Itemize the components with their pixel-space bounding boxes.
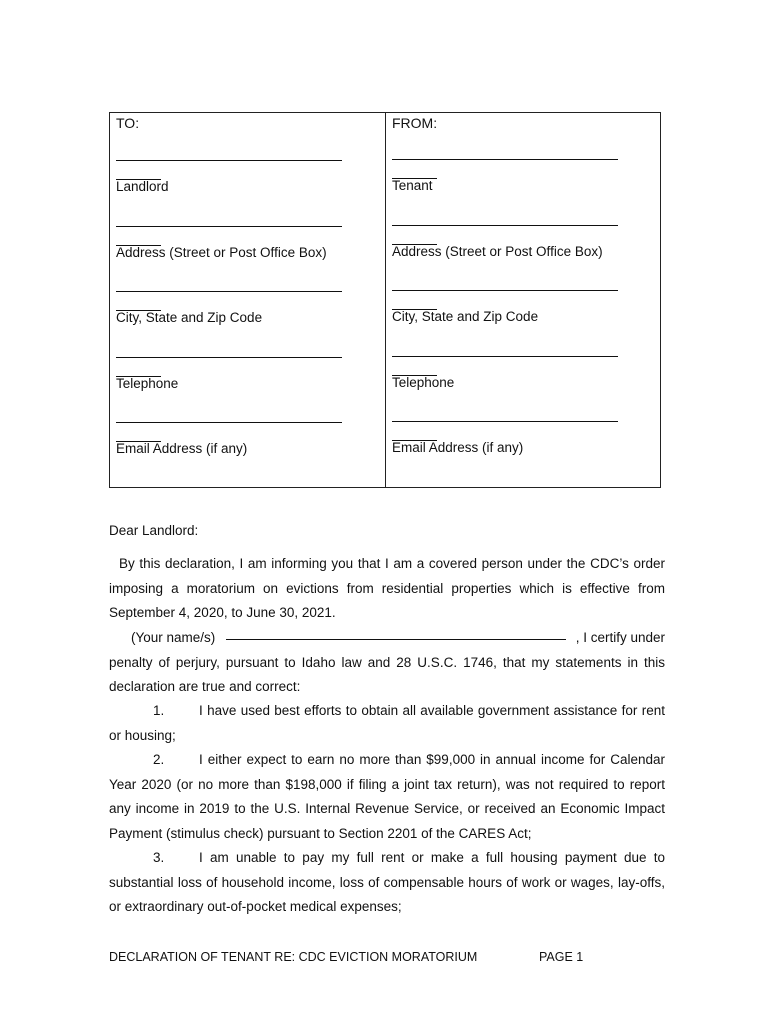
landlord-telephone-line	[116, 357, 342, 358]
item-number: 3.	[153, 850, 165, 865]
landlord-label: Landlord	[116, 179, 169, 194]
tenant-address-line	[392, 225, 618, 226]
tenant-telephone-line	[392, 356, 618, 357]
tenant-label: Tenant	[392, 178, 433, 193]
landlord-email-line	[116, 422, 342, 423]
your-names-label: (Your name/s)	[131, 630, 216, 645]
certify-suffix: , I certify under	[575, 630, 665, 645]
landlord-city-label: City, State and Zip Code	[116, 310, 263, 325]
tenant-field[interactable]	[392, 159, 622, 219]
tenant-email-field[interactable]	[392, 421, 622, 481]
item-text: I either expect to earn no more than $99,000 in annual income for Calendar Year 2020 (or no more than $198,000 if filing a joint tax return), was not required to report any income in 2019 to the U.S. Internal Revenue Service, or received an Economic Impact Payment (stimulus check) pursuant to Section 2201 of the CARES Act;	[109, 752, 665, 841]
certification-first-line	[109, 626, 665, 651]
tenant-city-label: City, State and Zip Code	[392, 309, 539, 324]
to-column	[110, 113, 386, 487]
landlord-address-line	[116, 226, 342, 227]
landlord-email-field[interactable]	[116, 422, 346, 482]
tenant-city-field[interactable]	[392, 290, 622, 350]
from-header: FROM:	[392, 115, 438, 131]
item-text: I have used best efforts to obtain all available government assistance for rent or housing;	[109, 703, 665, 743]
address-table	[109, 112, 661, 488]
tenant-city-line	[392, 290, 618, 291]
greeting: Dear Landlord:	[109, 523, 199, 538]
tenant-email-label: Email Address (if any)	[392, 440, 524, 455]
tenant-email-line	[392, 421, 618, 422]
landlord-email-label: Email Address (if any)	[116, 441, 248, 456]
landlord-address-field[interactable]	[116, 226, 346, 286]
tenant-telephone-field[interactable]	[392, 356, 622, 416]
tenant-address-field[interactable]	[392, 225, 622, 285]
tenant-line	[392, 159, 618, 160]
tenant-telephone-label: Telephone	[392, 375, 455, 390]
page-number: PAGE 1	[539, 950, 584, 964]
item-number: 2.	[153, 752, 165, 767]
landlord-field[interactable]	[116, 160, 346, 220]
list-item	[109, 748, 665, 846]
landlord-address-label: Address (Street or Post Office Box)	[116, 245, 327, 260]
landlord-city-line	[116, 291, 342, 292]
landlord-line	[116, 160, 342, 161]
paragraph-intro: By this declaration, I am informing you that I am a covered person under the CDC’s order imposing a moratorium on evictions from residential properties which is effective from September 4, 2020, to June 30, 2021.	[109, 556, 665, 620]
landlord-telephone-label: Telephone	[116, 376, 179, 391]
landlord-city-field[interactable]	[116, 291, 346, 351]
to-header: TO:	[116, 115, 140, 131]
landlord-telephone-field[interactable]	[116, 357, 346, 417]
certification-rest: penalty of perjury, pursuant to Idaho law and 28 U.S.C. 1746, that my statements in this declaration are true and correct:	[109, 654, 665, 694]
from-column	[386, 113, 660, 487]
certification-paragraph	[109, 626, 665, 700]
list-item	[109, 846, 665, 920]
item-text: I am unable to pay my full rent or make a full housing payment due to substantial loss of household income, loss of compensable hours of work or wages, lay-offs, or extraordinary out-of-pocket medical expenses;	[109, 850, 665, 914]
tenant-address-label: Address (Street or Post Office Box)	[392, 244, 603, 259]
list-item	[109, 699, 665, 748]
footer-title: DECLARATION OF TENANT RE: CDC EVICTION MORATORIUM	[109, 950, 478, 964]
your-names-field[interactable]	[226, 626, 566, 640]
item-number: 1.	[153, 703, 165, 718]
